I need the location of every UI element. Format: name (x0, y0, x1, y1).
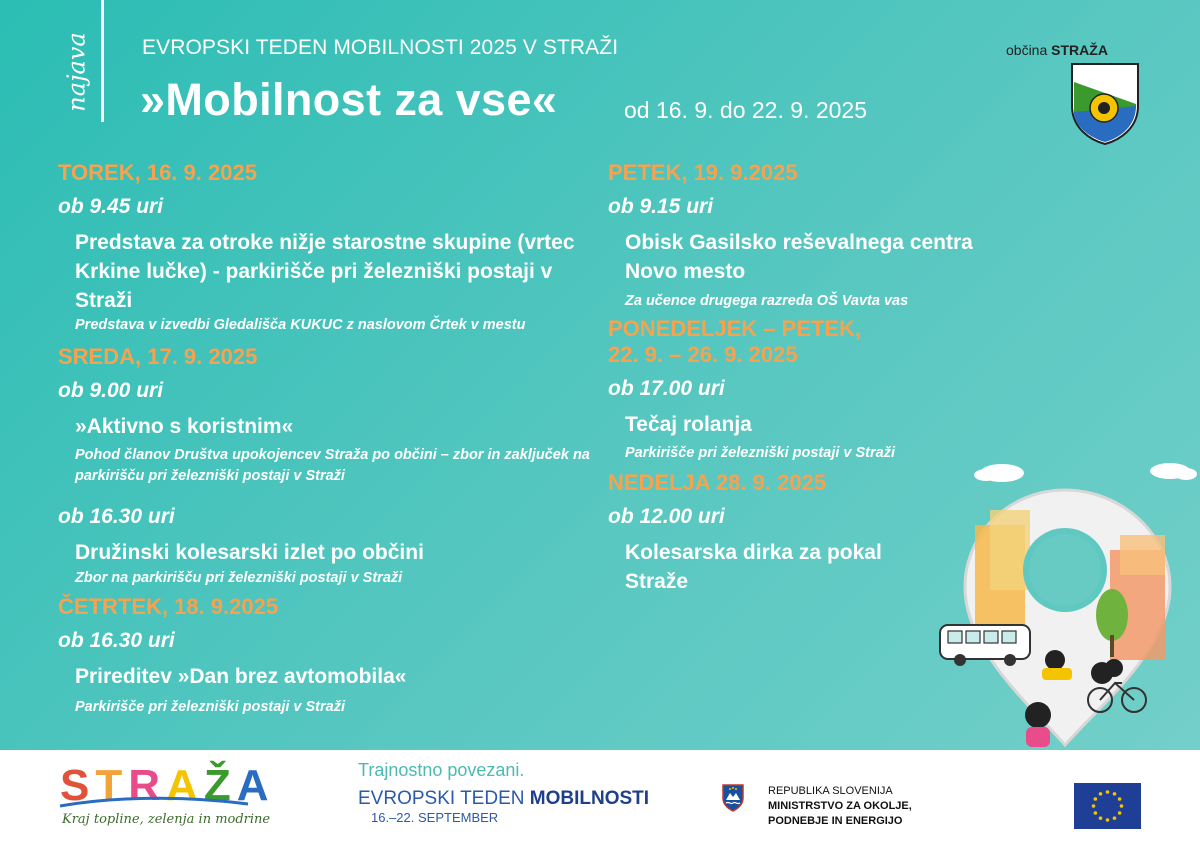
day-heading: TOREK, 16. 9. 2025 (58, 160, 257, 185)
straza-logo (58, 760, 275, 815)
eu-star (1106, 790, 1110, 794)
event-time: ob 9.15 uri (608, 195, 714, 218)
day-heading: PETEK, 19. 9.2025 (608, 160, 798, 185)
event-block (58, 594, 598, 718)
event-name: Kolesarska dirka za pokal Straže (625, 541, 882, 593)
event-name: Predstava za otroke nižje starostne skupine (vrtec Krkine lučke) - parkirišče pri železniški postaji v Straži (75, 231, 575, 312)
event-description: Parkirišče pri železniški postaji v Straži (75, 699, 345, 715)
straza-slogan: Kraj topline, zelenja in modrine (62, 812, 271, 827)
gov-line-ministry: MINISTRSTVO ZA OKOLJE, (768, 800, 912, 812)
event-block (58, 160, 598, 336)
eu-star (1092, 804, 1096, 808)
day-heading-line2: 22. 9. – 26. 9. 2025 (608, 342, 798, 367)
header-divider (101, 0, 104, 122)
event-time: ob 17.00 uri (608, 377, 725, 400)
event-name: »Aktivno s koristnim« (75, 415, 294, 438)
event-description: Parkirišče pri železniški postaji v Straži (625, 445, 895, 461)
eu-star (1094, 811, 1098, 815)
event-name: Tečaj rolanja (625, 413, 752, 436)
svg-text:STRAŽA: STRAŽA (60, 761, 275, 810)
etm-name-b: MOBILNOSTI (529, 788, 650, 809)
eu-star (1099, 816, 1103, 820)
event-name: Obisk Gasilsko reševalnega centra Novo mesto (625, 231, 973, 283)
municipality-name: STRAŽA (1051, 42, 1108, 58)
event-date-range: od 16. 9. do 22. 9. 2025 (624, 97, 867, 123)
mobility-pin-illustration (930, 455, 1200, 750)
eu-star (1094, 797, 1098, 801)
gov-line-ministry-2: PODNEBJE IN ENERGIJO (768, 815, 903, 827)
event-time: ob 16.30 uri (58, 629, 175, 652)
etm-tagline: Trajnostno povezani. (358, 760, 525, 780)
eu-star (1118, 811, 1122, 815)
event-block (58, 344, 598, 487)
day-heading: PONEDELJEK – PETEK, (608, 316, 862, 341)
event-name: Družinski kolesarski izlet po občini (75, 541, 424, 564)
najava-text: najava (63, 32, 92, 112)
etm-dates: 16.–22. SEPTEMBER (371, 810, 499, 825)
event-description: Pohod članov Društva upokojencev Straža po občini – zbor in zaključek na parkirišču pri železniški postaji v Straži (75, 447, 590, 484)
etm-name (358, 788, 649, 810)
event-block (608, 316, 1008, 464)
eu-star (1106, 818, 1110, 822)
slovenia-coat-of-arms-icon (722, 784, 744, 812)
najava-label (62, 22, 92, 122)
municipality-label (1006, 42, 1108, 58)
event-description: Zbor na parkirišču pri železniški postaji v Straži (75, 570, 403, 586)
eu-star (1120, 804, 1124, 808)
event-time: ob 16.30 uri (58, 505, 175, 528)
gov-line-republic: REPUBLIKA SLOVENIJA (768, 785, 893, 797)
eu-star (1099, 792, 1103, 796)
eu-star (1113, 816, 1117, 820)
event-description: Predstava v izvedbi Gledališča KUKUC z naslovom Črtek v mestu (75, 317, 526, 333)
eu-star (1113, 792, 1117, 796)
event-time: ob 9.45 uri (58, 195, 164, 218)
day-heading: ČETRTEK, 18. 9.2025 (58, 594, 279, 619)
event-subtitle: EVROPSKI TEDEN MOBILNOSTI 2025 V STRAŽI (142, 36, 619, 59)
program-left-column (58, 160, 598, 718)
event-block (58, 505, 598, 589)
municipality-prefix: občina (1006, 42, 1048, 58)
day-heading: NEDELJA 28. 9. 2025 (608, 470, 827, 495)
etm-name-a: EVROPSKI TEDEN (358, 788, 530, 809)
municipality-crest-icon (1070, 62, 1140, 146)
event-time: ob 9.00 uri (58, 379, 164, 402)
eu-flag-icon (1074, 783, 1141, 829)
day-heading: SREDA, 17. 9. 2025 (58, 344, 258, 369)
event-name: Prireditev »Dan brez avtomobila« (75, 665, 407, 688)
event-time: ob 12.00 uri (608, 505, 725, 528)
event-title: »Mobilnost za vse« (140, 74, 558, 125)
event-description: Za učence drugega razreda OŠ Vavta vas (625, 293, 909, 309)
straza-logo-graphic (58, 760, 275, 810)
event-block (608, 160, 1008, 312)
eu-star (1118, 797, 1122, 801)
